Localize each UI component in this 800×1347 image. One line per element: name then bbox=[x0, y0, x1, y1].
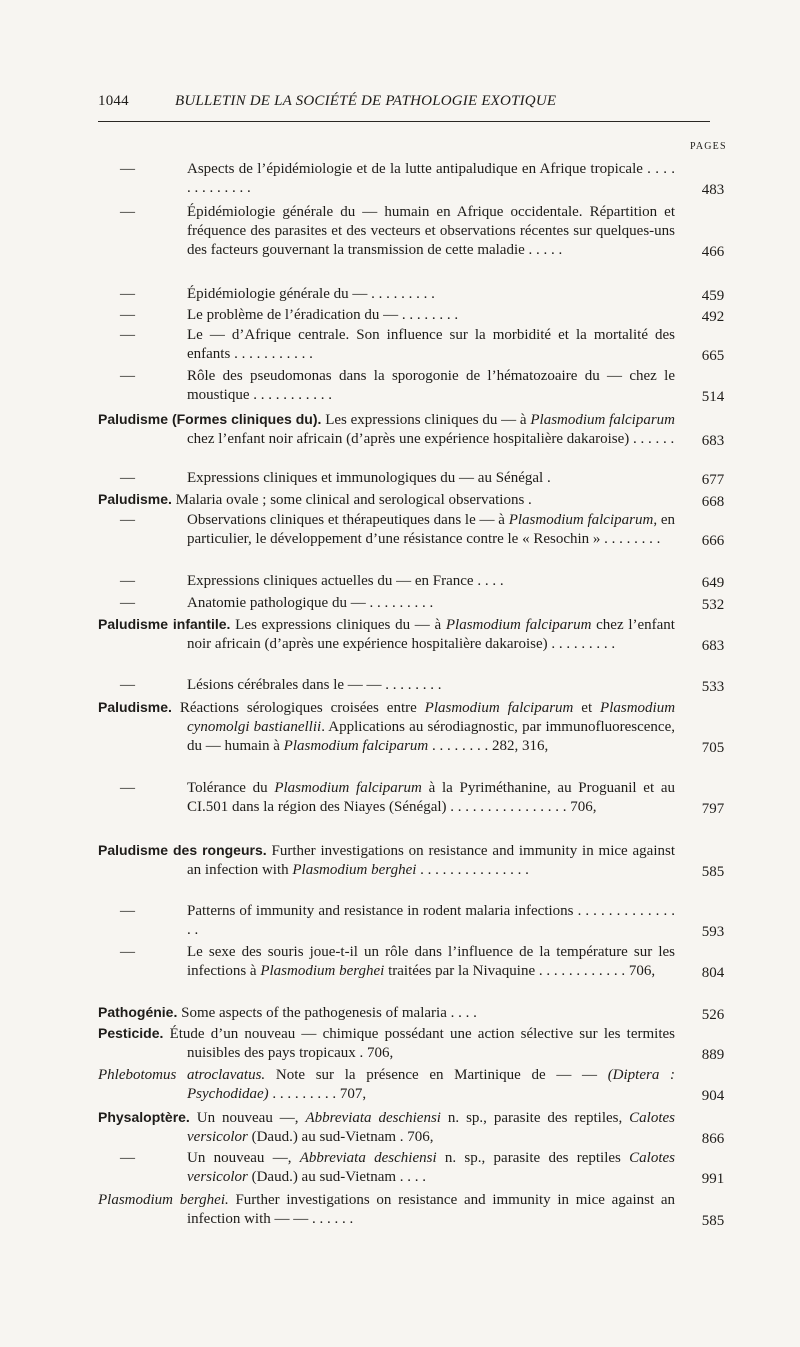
page-reference: 466 bbox=[701, 244, 725, 260]
index-entry bbox=[98, 841, 738, 880]
taxon-name: Plasmodium falciparum bbox=[283, 738, 429, 754]
page-reference: 677 bbox=[701, 472, 725, 488]
page-reference: 593 bbox=[701, 924, 725, 940]
repeat-dash: — bbox=[120, 286, 135, 302]
page-number: 1044 bbox=[98, 93, 129, 109]
entry-text: — Patterns of immunity and resistance in rodent malaria infections . . . . . . . . . . . . . . . bbox=[98, 902, 675, 940]
index-entry bbox=[98, 1024, 738, 1063]
journal-title: BULLETIN DE LA SOCIÉTÉ DE PATHOLOGIE EXOTIQUE bbox=[175, 93, 557, 109]
index-entry bbox=[98, 160, 738, 198]
repeat-dash: — bbox=[120, 573, 135, 589]
entry-text: Paludisme des rongeurs. Further investigations on resistance and immunity in mice against an infection with Plasmodium berghei . . . . . . . . . . . . . . . bbox=[98, 842, 676, 878]
index-entry bbox=[98, 594, 738, 613]
entry-text: — Épidémiologie générale du — humain en Afrique occidentale. Répartition et fréquence des parasites et des vecteurs et observations récentes sur quelques-uns des facteurs gouvernant la transmission de cette maladie . . . . . bbox=[98, 203, 675, 260]
entry-text: Paludisme (Formes cliniques du). Les expressions cliniques du — à Plasmodium falciparum chez l’enfant noir africain (d’après une expérience hospitalière dakaroise) . . . . . . bbox=[98, 411, 675, 447]
index-entry bbox=[98, 572, 738, 591]
page-reference: 889 bbox=[701, 1047, 725, 1063]
entry-text: — Tolérance du Plasmodium falciparum à la Pyriméthanine, au Proguanil et au CI.501 dans la région des Niayes (Sénégal) . . . . . . . . . . . . . . . . 706, bbox=[98, 779, 675, 817]
repeat-dash: — bbox=[120, 780, 135, 796]
taxon-name: Plasmodium berghei bbox=[260, 963, 385, 979]
page-reference: 533 bbox=[701, 679, 725, 695]
repeat-dash: — bbox=[120, 1150, 135, 1166]
page-reference: 866 bbox=[701, 1131, 725, 1147]
repeat-dash: — bbox=[120, 944, 135, 960]
index-entry bbox=[98, 698, 738, 756]
index-entry bbox=[98, 676, 738, 695]
page-reference: 585 bbox=[701, 864, 725, 880]
page-reference: 904 bbox=[701, 1088, 725, 1104]
index-entry bbox=[98, 1108, 738, 1147]
entry-heading: Pesticide. bbox=[98, 1025, 164, 1041]
page-reference: 804 bbox=[701, 965, 725, 981]
index-entry bbox=[98, 1191, 738, 1229]
entry-text: — Expressions cliniques actuelles du — en France . . . . bbox=[98, 572, 675, 591]
repeat-dash: — bbox=[120, 368, 135, 384]
index-entry bbox=[98, 367, 738, 405]
entry-text: — Le problème de l’éradication du — . . . . . . . . bbox=[98, 306, 675, 325]
repeat-dash: — bbox=[120, 512, 135, 528]
index-entry bbox=[98, 326, 738, 364]
entry-text: — Anatomie pathologique du — . . . . . . . . . bbox=[98, 594, 675, 613]
page-reference: 683 bbox=[701, 638, 725, 654]
entry-text: — Expressions cliniques et immunologiques du — au Sénégal . bbox=[98, 469, 675, 488]
index-entry bbox=[98, 1149, 738, 1187]
taxon-name: (Diptera : Psychodidae) bbox=[187, 1067, 676, 1102]
entry-text: Physaloptère. Un nouveau —, Abbreviata deschiensi n. sp., parasite des reptiles, Calotes versicolor (Daud.) au sud-Vietnam . 706, bbox=[98, 1109, 676, 1145]
taxon-name: Plasmodium falciparum bbox=[445, 617, 592, 633]
entry-text: — Épidémiologie générale du — . . . . . . . . . bbox=[98, 285, 675, 304]
pages-column-label: PAGES bbox=[690, 141, 727, 152]
index-entry bbox=[98, 285, 738, 304]
repeat-dash: — bbox=[120, 470, 135, 486]
entry-heading: Paludisme (Formes cliniques du). bbox=[98, 411, 322, 427]
entry-heading: Phlebotomus atroclavatus. bbox=[98, 1067, 266, 1083]
page-reference: 492 bbox=[701, 309, 725, 325]
index-entry bbox=[98, 615, 738, 654]
entry-text: — Rôle des pseudomonas dans la sporogonie de l’hématozoaire du — chez le moustique . . . . . . . . . . . bbox=[98, 367, 675, 405]
page-reference: 526 bbox=[701, 1007, 725, 1023]
entry-text: — Le sexe des souris joue-t-il un rôle dans l’influence de la température sur les infections à Plasmodium berghei traitées par la Nivaquine . . . . . . . . . . . . 706, bbox=[98, 943, 675, 981]
taxon-name: Plasmodium berghei bbox=[292, 862, 417, 878]
entry-heading: Plasmodium berghei. bbox=[98, 1192, 229, 1208]
page-reference: 797 bbox=[701, 801, 725, 817]
page-reference: 683 bbox=[701, 433, 725, 449]
index-entry bbox=[98, 203, 738, 260]
entry-text: Phlebotomus atroclavatus. Note sur la présence en Martinique de — — (Diptera : Psychodidae) . . . . . . . . . 707, bbox=[98, 1067, 676, 1102]
entry-text: — Lésions cérébrales dans le — — . . . . . . . . bbox=[98, 676, 675, 695]
index-entry bbox=[98, 1066, 738, 1104]
repeat-dash: — bbox=[120, 903, 135, 919]
page-reference: 532 bbox=[701, 597, 725, 613]
header-rule bbox=[98, 121, 710, 122]
page-reference: 665 bbox=[701, 348, 725, 364]
index-entry bbox=[98, 1003, 738, 1023]
page-reference: 668 bbox=[701, 494, 725, 510]
taxon-name: Abbreviata deschiensi bbox=[305, 1110, 441, 1126]
index-entry bbox=[98, 410, 738, 449]
entry-text: Paludisme. Malaria ovale ; some clinical and serological observations . bbox=[98, 491, 532, 508]
repeat-dash: — bbox=[120, 307, 135, 323]
page-reference: 514 bbox=[701, 389, 725, 405]
entry-text: Pesticide. Étude d’un nouveau — chimique possédant une action sélective sur les termites nuisibles des pays tropicaux . 706, bbox=[98, 1025, 675, 1061]
page-reference: 483 bbox=[701, 182, 725, 198]
repeat-dash: — bbox=[120, 595, 135, 611]
page-reference: 991 bbox=[701, 1171, 725, 1187]
entry-text: Paludisme. Réactions sérologiques croisées entre Plasmodium falciparum et Plasmodium cynomolgi bastianellii. Applications au sérodiagnostic, par immunofluorescence, du — humain à Plasmodium falciparum . . . . . . . . 282, 316, bbox=[98, 699, 676, 754]
entry-heading: Paludisme des rongeurs. bbox=[98, 842, 267, 858]
page-reference: 585 bbox=[701, 1213, 725, 1229]
entry-heading: Paludisme. bbox=[98, 491, 172, 507]
entry-heading: Paludisme. bbox=[98, 699, 172, 715]
index-entry bbox=[98, 943, 738, 981]
page-reference: 649 bbox=[701, 575, 725, 591]
index-entry bbox=[98, 490, 738, 510]
entry-text: — Le — d’Afrique centrale. Son influence sur la morbidité et la mortalité des enfants . . . . . . . . . . . bbox=[98, 326, 675, 364]
taxon-name: Plasmodium falciparum bbox=[508, 512, 654, 528]
entry-text: — Aspects de l’épidémiologie et de la lutte antipaludique en Afrique tropicale . . . . . . . . . . . . . bbox=[98, 160, 675, 198]
taxon-name: Plasmodium falciparum bbox=[424, 700, 574, 716]
entry-heading: Physaloptère. bbox=[98, 1109, 190, 1125]
repeat-dash: — bbox=[120, 327, 135, 343]
taxon-name: Abbreviata deschiensi bbox=[299, 1150, 437, 1166]
entry-heading: Paludisme infantile. bbox=[98, 616, 231, 632]
entry-text: Plasmodium berghei. Further investigations on resistance and immunity in mice against an infection with — — . . . . . . bbox=[98, 1192, 675, 1227]
taxon-name: Calotes versicolor bbox=[187, 1150, 676, 1185]
taxon-name: Plasmodium falciparum bbox=[274, 780, 422, 796]
index-entry bbox=[98, 306, 738, 325]
page-reference: 705 bbox=[701, 740, 725, 756]
entry-text: Paludisme infantile. Les expressions cliniques du — à Plasmodium falciparum chez l’enfant noir africain (d’après une expérience hospitalière dakaroise) . . . . . . . . . bbox=[98, 616, 675, 652]
index-entry bbox=[98, 469, 738, 488]
taxon-name: Plasmodium cynomolgi bastianellii bbox=[187, 700, 676, 735]
taxon-name: Calotes versicolor bbox=[187, 1110, 676, 1145]
entry-text: Pathogénie. Some aspects of the pathogenesis of malaria . . . . bbox=[98, 1004, 477, 1021]
index-entry bbox=[98, 902, 738, 940]
entry-heading: Pathogénie. bbox=[98, 1004, 178, 1020]
entry-text: — Un nouveau —, Abbreviata deschiensi n. sp., parasite des reptiles Calotes versicolor (Daud.) au sud-Vietnam . . . . bbox=[98, 1149, 675, 1187]
index-entry bbox=[98, 779, 738, 817]
page-reference: 459 bbox=[701, 288, 725, 304]
taxon-name: Plasmodium falciparum bbox=[530, 412, 675, 428]
page-reference: 666 bbox=[701, 533, 725, 549]
repeat-dash: — bbox=[120, 161, 135, 177]
repeat-dash: — bbox=[120, 677, 135, 693]
repeat-dash: — bbox=[120, 204, 135, 220]
index-entry bbox=[98, 511, 738, 549]
entry-text: — Observations cliniques et thérapeutiques dans le — à Plasmodium falciparum, en particulier, le développement d’une résistance contre le « Resochin » . . . . . . . . bbox=[98, 511, 675, 549]
